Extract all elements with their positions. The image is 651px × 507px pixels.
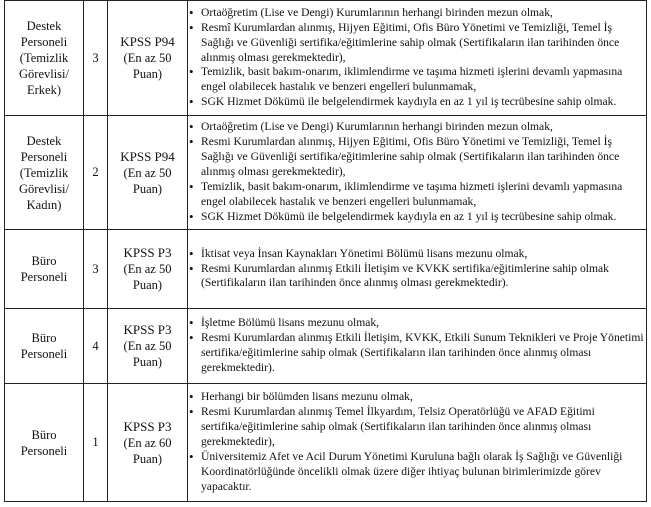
positions-table — [4, 0, 647, 502]
requirements-cell — [188, 1, 647, 116]
requirement-item: • Üniversitemiz Afet ve Acil Durum Yönetimi Kuruluna bağlı olarak İş Sağlığı ve Güvenliği Koordinatörlüğünde öncelikli olmak üzere diğer ihtiyaç bulunan birimlerimizde görev yapacaktır. — [188, 450, 646, 495]
requirements-cell — [188, 384, 647, 502]
table-row — [5, 1, 647, 116]
position-title-line: Erkek) — [26, 83, 61, 97]
kpss-cell — [108, 230, 188, 309]
position-title-cell — [5, 384, 84, 502]
table-row — [5, 230, 647, 309]
requirement-item: • Resmî Kurumlardan alınmış, Hijyen Eğitimi, Ofis Büro Yönetimi ve Temizliği, Temel İş Sağlığı ve Güvenliği sertifika/eğitimlerine sahip olmak (Sertifikaların ilan tarihinden önce alınmış olması gerekmektedir), — [188, 21, 646, 66]
position-title-line: Personeli — [20, 149, 68, 164]
position-title-line: (Temizlik — [19, 165, 69, 180]
kpss-cell — [108, 309, 188, 384]
kpss-min-score: Puan) — [132, 181, 163, 196]
position-title-cell — [5, 1, 84, 116]
kpss-type: KPSS P3 — [123, 322, 172, 337]
position-title-line: Personeli — [20, 347, 68, 361]
requirement-item: • Temizlik, basit bakım-onarım, iklimlendirme ve taşıma hizmeti işlerini devamlı yapmasına engel olabilecek hastalık ve benzeri engelleri bulunmamak, — [188, 180, 646, 210]
position-count: 3 — [84, 230, 108, 309]
requirements-list — [188, 120, 646, 224]
kpss-cell — [108, 116, 188, 230]
position-title-line: Büro — [31, 331, 57, 345]
kpss-type: KPSS P3 — [123, 245, 172, 260]
position-count: 3 — [84, 1, 108, 116]
kpss-min-score: Puan) — [132, 278, 163, 292]
kpss-min-score: (En az 50 — [123, 51, 172, 65]
kpss-min-score: Puan) — [132, 67, 163, 81]
requirements-list — [188, 390, 646, 494]
position-title-line: Görevlisi/ — [19, 67, 69, 81]
position-title-line: Personeli — [20, 443, 68, 458]
kpss-min-score: (En az 60 — [123, 435, 172, 450]
position-count: 2 — [84, 116, 108, 230]
requirement-item: • Ortaöğretim (Lise ve Dengi) Kurumlarının herhangi birinden mezun olmak, — [188, 6, 646, 21]
table-row — [5, 309, 647, 384]
table-row — [5, 116, 647, 230]
kpss-type: KPSS P94 — [120, 148, 175, 164]
requirement-item: • SGK Hizmet Dökümü ile belgelendirmek kaydıyla en az 1 yıl iş tecrübesine sahip olmak. — [188, 95, 646, 110]
position-title-line: Büro — [31, 427, 57, 442]
kpss-type: KPSS P3 — [123, 418, 172, 434]
requirements-list — [188, 316, 646, 376]
kpss-min-score: (En az 50 — [123, 262, 172, 276]
requirements-cell — [188, 309, 647, 384]
requirement-item: • Resmi Kurumlardan alınmış Temel İlkyardım, Telsiz Operatörlüğü ve AFAD Eğitimi sertifika/eğitimlerine sahip olmak (Sertifikaların ilan tarihinden önce alınmış olması gerekmektedir), — [188, 405, 646, 450]
kpss-cell — [108, 1, 188, 116]
position-count: 4 — [84, 309, 108, 384]
requirement-item: • Resmi Kurumlardan alınmış, Hijyen Eğitimi, Ofis Büro Yönetimi ve Temizliği, Temel İş Sağlığı ve Güvenliği sertifika/eğitimlerine sahip olmak (Sertifikaların ilan tarihinden önce alınmış olması gerekmektedir), — [188, 135, 646, 180]
requirements-cell — [188, 230, 647, 309]
position-title-cell — [5, 230, 84, 309]
kpss-min-score: Puan) — [132, 451, 163, 466]
requirements-list — [188, 6, 646, 110]
position-title-line: Kadın) — [26, 197, 62, 212]
position-title-cell — [5, 116, 84, 230]
requirements-list — [188, 247, 646, 292]
requirement-item: • SGK Hizmet Dökümü ile belgelendirmek kaydıyla en az 1 yıl iş tecrübesine sahip olmak. — [188, 210, 646, 225]
kpss-min-score: (En az 50 — [123, 339, 172, 353]
position-count: 1 — [84, 384, 108, 502]
requirement-item: • İşletme Bölümü lisans mezunu olmak, — [188, 316, 646, 331]
position-title-line: Destek — [26, 19, 62, 33]
position-title-line: Destek — [26, 133, 62, 148]
position-title-line: Görevlisi/ — [19, 181, 69, 196]
kpss-type: KPSS P94 — [120, 34, 175, 49]
position-title-line: Büro — [31, 254, 57, 268]
position-title-line: Personeli — [20, 270, 68, 284]
requirement-item: • Temizlik, basit bakım-onarım, iklimlendirme ve taşıma hizmeti işlerini devamlı yapmasına engel olabilecek hastalık ve benzeri engelleri bulunmamak, — [188, 65, 646, 95]
requirements-cell — [188, 116, 647, 230]
requirement-item: • Herhangi bir bölümden lisans mezunu olmak, — [188, 390, 646, 405]
position-title-cell — [5, 309, 84, 384]
requirement-item: • Resmi Kurumlardan alınmış Etkili İletişim, KVKK, Etkili Sunum Teknikleri ve Proje Yönetimi sertifika/eğitimlerine sahip olmak (Sertifikaların ilan tarihinden önce alınmış olması gerekmektedir). — [188, 331, 646, 376]
position-title-line: (Temizlik — [19, 51, 69, 65]
requirement-item: • Ortaöğretim (Lise ve Dengi) Kurumlarının herhangi birinden mezun olmak, — [188, 120, 646, 135]
table-row — [5, 384, 647, 502]
requirement-item: • Resmi Kurumlardan alınmış Etkili İletişim ve KVKK sertifika/eğitimlerine sahip olmak (Sertifikaların ilan tarihinden önce alınmış olması gerekmektedir). — [188, 262, 646, 292]
kpss-min-score: (En az 50 — [123, 165, 172, 180]
kpss-min-score: Puan) — [132, 355, 163, 369]
requirement-item: • İktisat veya İnsan Kaynakları Yönetimi Bölümü lisans mezunu olmak, — [188, 247, 646, 262]
position-title-line: Personeli — [20, 35, 68, 49]
kpss-cell — [108, 384, 188, 502]
